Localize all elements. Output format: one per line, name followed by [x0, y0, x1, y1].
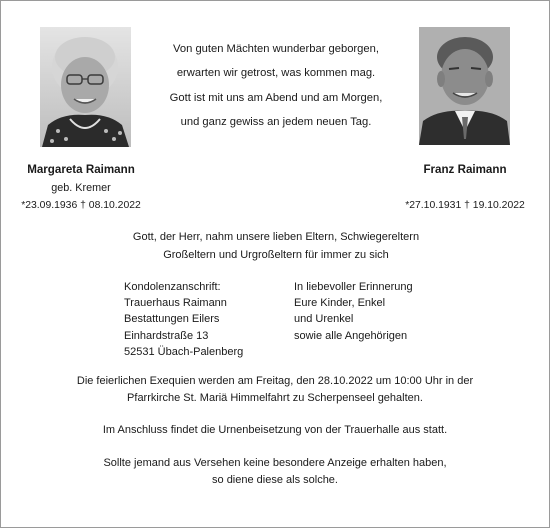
notice-disclaimer — [21, 455, 529, 489]
portrait-photo-franz — [419, 27, 510, 145]
poem-verse — [141, 37, 411, 135]
family-line: und Urenkel — [294, 313, 354, 326]
exequies-line: Die feierlichen Exequien werden am Freitag, den 28.10.2022 um 10:00 Uhr in der — [76, 375, 474, 387]
poem-line: Von guten Mächten wunderbar geborgen, — [173, 43, 379, 55]
urn-burial-info — [21, 422, 529, 439]
poem-line: und ganz gewiss an jedem neuen Tag. — [180, 116, 372, 129]
family-line: Eure Kinder, Enkel — [294, 297, 386, 310]
family-signature — [294, 279, 474, 344]
announcement-line: Großeltern und Urgroßeltern für immer zu sich — [163, 249, 389, 261]
announcement-line: Gott, der Herr, nahm unsere lieben Eltern, Schwiegereltern — [132, 231, 420, 243]
address-line: Einhardstraße 13 — [124, 329, 209, 342]
address-line: Trauerhaus Raimann — [124, 297, 227, 310]
death-announcement — [61, 228, 491, 264]
condolence-address — [124, 279, 284, 360]
poem-line: erwarten wir getrost, was kommen mag. — [176, 67, 376, 80]
spacer — [399, 180, 531, 197]
exequies-line: Pfarrkirche St. Mariä Himmelfahrt zu Scherpenseel gehalten. — [127, 392, 423, 404]
deceased-name: Margareta Raimann — [27, 163, 135, 176]
portrait-man-image — [419, 27, 510, 145]
address-line: Kondolenzanschrift: — [124, 281, 221, 293]
notice-line: so diene diese als solche. — [212, 474, 338, 486]
life-dates: *23.09.1936 † 08.10.2022 — [21, 200, 141, 211]
notice-line: Sollte jemand aus Versehen keine besondere Anzeige erhalten haben, — [103, 457, 447, 469]
life-dates: *27.10.1931 † 19.10.2022 — [405, 200, 525, 211]
portrait-woman-image — [40, 27, 131, 147]
deceased-margareta — [11, 161, 151, 214]
urn-line: Im Anschluss findet die Urnenbeisetzung von der Trauerhalle aus statt. — [102, 424, 448, 436]
address-line: 52531 Übach-Palenberg — [124, 345, 244, 358]
address-line: Bestattungen Eilers — [124, 313, 220, 326]
deceased-name: Franz Raimann — [423, 163, 507, 176]
deceased-franz — [399, 161, 531, 214]
family-line: sowie alle Angehörigen — [294, 329, 408, 342]
exequies-info — [21, 373, 529, 407]
birth-name: geb. Kremer — [51, 182, 111, 194]
family-line: In liebevoller Erinnerung — [294, 281, 413, 293]
portrait-photo-margareta — [40, 27, 131, 147]
poem-line: Gott ist mit uns am Abend und am Morgen, — [169, 91, 383, 104]
